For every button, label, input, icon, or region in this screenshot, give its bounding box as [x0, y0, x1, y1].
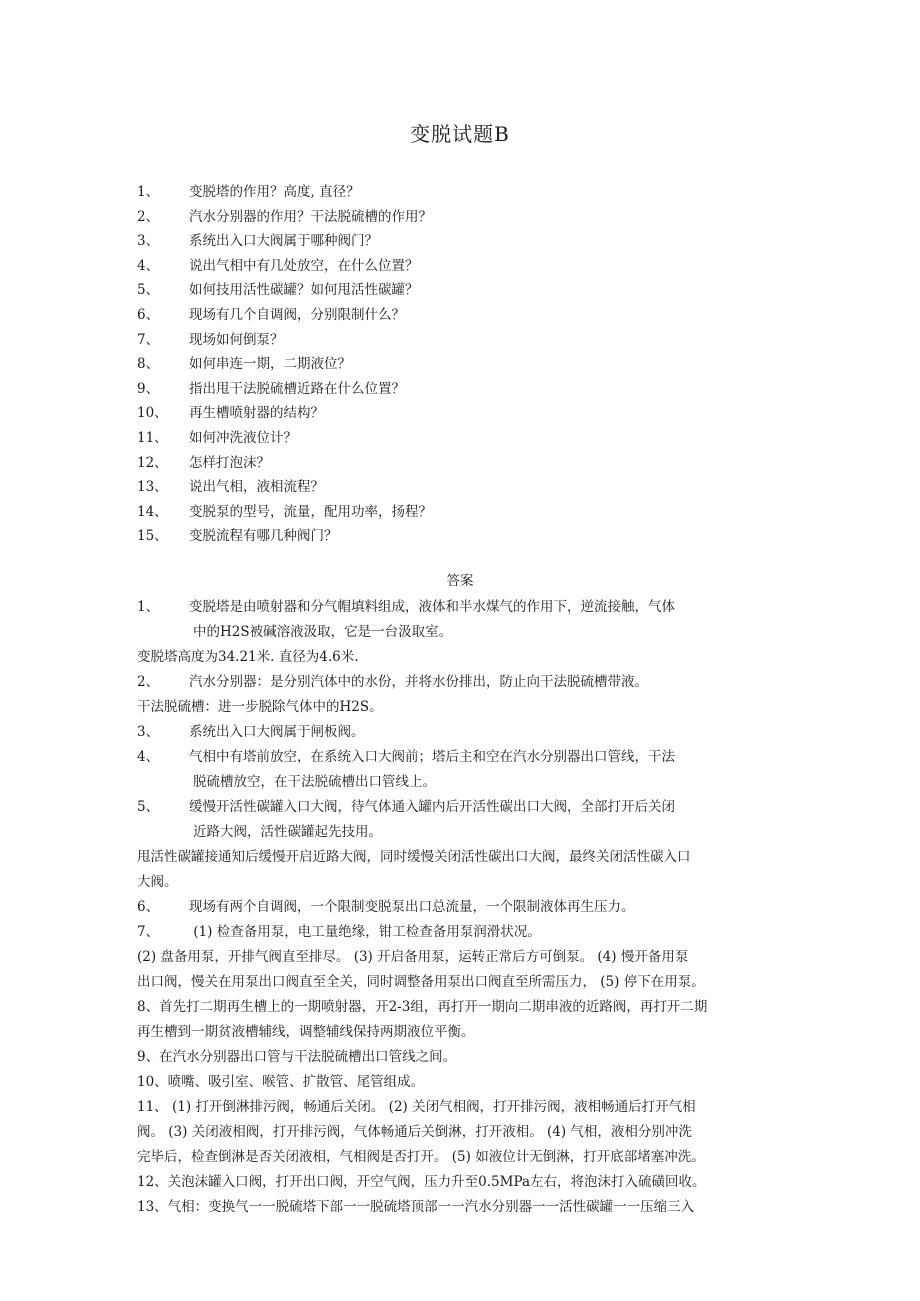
- answer-list: [137, 595, 797, 1220]
- question-number: 4、: [137, 257, 160, 274]
- question-item: [137, 180, 432, 205]
- question-text: 如何冲洗液位计？: [189, 429, 297, 446]
- question-number: 13、: [137, 479, 168, 496]
- answer-paragraph: 干法脱硫槽：进一步脱除气体中的H2S。: [137, 699, 383, 715]
- question-number: 11、: [137, 429, 168, 446]
- question-text: 说出气相中有几处放空，在什么位置？: [189, 257, 419, 274]
- question-number: 2、: [137, 208, 160, 225]
- question-text: 再生槽喷射器的结构？: [189, 405, 324, 422]
- question-number: 6、: [137, 306, 160, 323]
- question-item: [137, 401, 432, 426]
- question-item: [137, 254, 432, 279]
- question-number: 15、: [137, 528, 168, 545]
- question-number: 7、: [137, 331, 160, 348]
- question-text: 变脱流程有哪几种阀门？: [189, 528, 338, 545]
- answer-number: 5、: [137, 799, 160, 815]
- answer-number: 7、: [137, 924, 160, 940]
- answer-paragraph: 出口阀，慢关在用泵出口阀直至全关，同时调整备用泵出口阀直至所需压力， (5) 停下在用泵。: [137, 974, 705, 990]
- question-item: [137, 205, 432, 230]
- answer-paragraph: 阀。 (3) 关闭液相阀，打开排污阀，气体畅通后关倒淋，打开液相。 (4) 气相，液相分别冲洗: [137, 1124, 692, 1140]
- answer-paragraph: 完毕后，检查倒淋是否关闭液相，气相阀是否打开。 (5) 如液位计无倒淋，打开底部堵塞冲洗。: [137, 1149, 705, 1165]
- question-number: 10、: [137, 405, 168, 422]
- answer-paragraph: 10、喷嘴、吸引室、喉管、扩散管、尾管组成。: [137, 1074, 425, 1090]
- answer-paragraph: 12、关泡沫罐入口阀，打开出口阀，开空气阀，压力升至0.5MPa左右，将泡沫打入硫磺回收。: [137, 1174, 706, 1190]
- question-item: [137, 352, 432, 377]
- question-number: 8、: [137, 356, 160, 373]
- answer-text: 系统出入口大阀属于闸板阀。: [189, 724, 365, 740]
- answer-number: 2、: [137, 674, 160, 690]
- answer-paragraph: 大阀。: [137, 874, 178, 890]
- question-text: 现场如何倒泵？: [189, 331, 284, 348]
- question-item: [137, 377, 432, 402]
- answer-paragraph: 8、首先打二期再生槽上的一期喷射器，开2-3组，再打开一期向二期串液的近路阀，再打开二期: [137, 999, 708, 1015]
- question-item: [137, 229, 432, 254]
- answer-number: 4、: [137, 749, 160, 765]
- question-item: [137, 426, 432, 451]
- answer-paragraph: 9、在汽水分别器出口管与干法脱硫槽出口管线之间。: [137, 1049, 457, 1065]
- answer-number: 6、: [137, 899, 160, 915]
- answer-paragraph: 甩活性碳罐接通知后缓慢开启近路大阀，同时缓慢关闭活性碳出口大阀，最终关闭活性碳入口: [137, 849, 691, 865]
- answer-number: 1、: [137, 599, 160, 615]
- question-list: [137, 180, 432, 549]
- answer-number: 3、: [137, 724, 160, 740]
- question-item: [137, 303, 432, 328]
- answer-item: [137, 670, 797, 695]
- question-text: 汽水分别器的作用？干法脱硫槽的作用？: [189, 208, 432, 225]
- answer-heading: 答案: [446, 573, 474, 589]
- question-number: 14、: [137, 503, 168, 520]
- question-item: [137, 278, 432, 303]
- answer-text: 变脱塔是由喷射器和分气帽填料组成，液体和半水煤气的作用下，逆流接触，气体: [189, 599, 675, 615]
- question-item: [137, 524, 432, 549]
- answer-text: 缓慢开活性碳罐入口大阀，待气体通入罐内后开活性碳出口大阀，全部打开后关闭: [189, 799, 675, 815]
- question-text: 指出甩干法脱硫槽近路在什么位置？: [189, 380, 405, 397]
- answer-item: [137, 720, 797, 745]
- answer-item: [137, 595, 797, 620]
- question-item: [137, 500, 432, 525]
- question-number: 9、: [137, 380, 160, 397]
- question-text: 如何串连一期，二期液位？: [189, 356, 351, 373]
- answer-item: [137, 895, 797, 920]
- question-number: 1、: [137, 184, 160, 200]
- document-title: 变脱试题B: [410, 122, 510, 146]
- answer-text: (1) 检查备用泵，电工量绝缘，钳工检查备用泵润滑状况。: [189, 924, 541, 940]
- question-number: 12、: [137, 454, 168, 471]
- question-item: [137, 475, 432, 500]
- question-text: 变脱泵的型号，流量，配用功率，扬程？: [189, 503, 432, 520]
- question-number: 3、: [137, 233, 160, 250]
- question-text: 说出气相，液相流程？: [189, 479, 324, 496]
- answer-continuation: 近路大阀，活性碳罐起先技用。: [193, 824, 382, 840]
- answer-text: 现场有两个自调阀，一个限制变脱泵出口总流量，一个限制液体再生压力。: [189, 899, 635, 915]
- question-text: 怎样打泡沫？: [189, 454, 270, 471]
- answer-paragraph: 变脱塔高度为34.21米. 直径为4.6米.: [137, 649, 359, 665]
- question-item: [137, 451, 432, 476]
- question-text: 变脱塔的作用？高度, 直径？: [189, 184, 360, 200]
- answer-paragraph: (2) 盘备用泵，开排气阀直至排尽。 (3) 开启备用泵，运转正常后方可倒泵。 (4) 慢开备用泵: [137, 949, 689, 965]
- question-number: 5、: [137, 282, 160, 299]
- answer-paragraph: 再生槽到一期贫液槽辅线，调整辅线保持两期液位平衡。: [137, 1024, 475, 1040]
- answer-item: [137, 745, 797, 770]
- answer-text: 汽水分别器：是分别汽体中的水份，并将水份排出，防止向干法脱硫槽带液。: [189, 674, 648, 690]
- question-item: [137, 328, 432, 353]
- answer-item: [137, 920, 797, 945]
- question-text: 现场有几个自调阀，分别限制什么？: [189, 306, 405, 323]
- answer-continuation: 中的H2S被碱溶液汲取，它是一台汲取室。: [193, 624, 453, 640]
- question-text: 系统出入口大阀属于哪种阀门？: [189, 233, 378, 250]
- answer-item: [137, 795, 797, 820]
- answer-continuation: 脱硫槽放空，在干法脱硫槽出口管线上。: [193, 774, 436, 790]
- question-text: 如何技用活性碳罐？如何甩活性碳罐？: [189, 282, 419, 299]
- answer-paragraph: 11、 (1) 打开倒淋排污阀，畅通后关闭。 (2) 关闭气相阀，打开排污阀，液相畅通后打开气相: [137, 1099, 696, 1115]
- answer-paragraph: 13、气相：变换气一一脱硫塔下部一一脱硫塔顶部一一汽水分别器一一活性碳罐一一压缩三入: [137, 1199, 695, 1215]
- answer-text: 气相中有塔前放空，在系统入口大阀前；塔后主和空在汽水分别器出口管线，干法: [189, 749, 675, 765]
